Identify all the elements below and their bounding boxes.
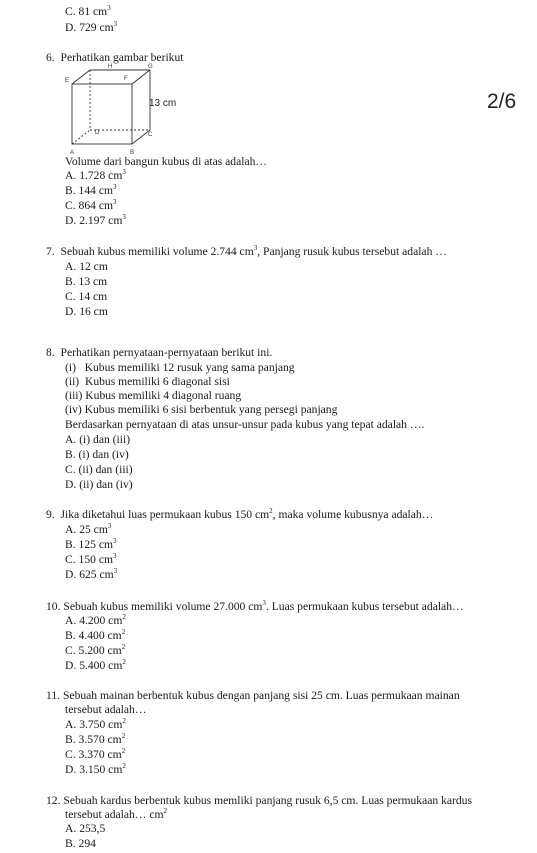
q8-statement-iii: (iii) Kubus memiliki 4 diagonal ruang	[65, 389, 242, 402]
q11-stem-line2: tersebut adalah…	[65, 703, 147, 716]
q11-option-d: D. 3.150 $cm^2$	[65, 762, 126, 776]
cube-figure	[60, 62, 190, 157]
q8-option-a: A. (i) dan (iii)	[65, 433, 131, 446]
vertex-label-h: H	[108, 64, 113, 70]
q8-option-c: C. (ii) dan (iii)	[65, 463, 133, 476]
q9-option-d: D. 625 $cm^3$	[65, 567, 118, 581]
q10-option-c: C. 5.200 $cm^2$	[65, 643, 126, 657]
q8-option-d: D. (ii) dan (iv)	[65, 478, 133, 491]
q10-option-b: B. 4.400 $cm^2$	[65, 628, 126, 642]
cube-dimension-label: 13 cm	[149, 98, 177, 109]
q6-option-d: D. 2.197 $cm^3$	[65, 213, 126, 227]
q7-stem: 7. Sebuah kubus memiliki volume 2.744 $cm^3$, Panjang rusuk kubus tersebut adalah …	[46, 244, 447, 258]
vertex-label-d: D	[95, 130, 100, 136]
vertex-label-g: G	[148, 64, 153, 70]
q6-option-a: A. 1.728 $cm^3$	[65, 168, 126, 182]
q6-stem: 6. Perhatikan gambar berikut	[46, 51, 184, 64]
q11-option-b: B. 3.570 $cm^2$	[65, 732, 126, 746]
q5-option-d: D. 729 $cm^3$	[65, 20, 118, 34]
q8-stem: 8. Perhatikan pernyataan-pernyataan berikut ini.	[46, 346, 273, 359]
q9-option-c: C. 150 $cm^3$	[65, 552, 117, 566]
q9-option-b: B. 125 $cm^3$	[65, 537, 117, 551]
q7-option-c: C. 14 cm	[65, 290, 108, 303]
q5-option-c: C. 81 $cm^3$	[65, 4, 111, 18]
q8-option-b: B. (i) dan (iv)	[65, 448, 129, 461]
q8-statement-ii: (ii) Kubus memiliki 6 diagonal sisi	[65, 375, 230, 388]
q7-option-d: D. 16 cm	[65, 305, 108, 318]
vertex-label-a: A	[70, 150, 75, 156]
q8-statement-iv: (iv) Kubus memiliki 6 sisi berbentuk yang persegi panjang	[65, 403, 338, 416]
q7-option-b: B. 13 cm	[65, 275, 108, 288]
q6-option-b: B. 144 $cm^3$	[65, 183, 117, 197]
q9-stem: 9. Jika diketahui luas permukaan kubus 150 $cm^2$, maka volume kubusnya adalah…	[46, 507, 434, 521]
vertex-label-c: C	[148, 132, 153, 138]
q11-stem-line1: 11. Sebuah mainan berbentuk kubus dengan panjang sisi 25 cm. Luas permukaan mainan	[46, 689, 460, 702]
q12-option-b: B. 294	[65, 837, 96, 850]
vertex-label-f: F	[124, 76, 128, 82]
q8-question: Berdasarkan pernyataan di atas unsur-unsur pada kubus yang tepat adalah ….	[65, 418, 425, 431]
q12-stem-line2: tersebut adalah… $cm^2$	[65, 807, 168, 821]
q11-option-a: A. 3.750 $cm^2$	[65, 717, 126, 731]
q12-option-a: A. 253,5	[65, 822, 106, 835]
q10-option-a: A. 4.200 $cm^2$	[65, 613, 126, 627]
q8-statement-i: (i) Kubus memiliki 12 rusuk yang sama panjang	[65, 361, 295, 374]
q7-option-a: A. 12 cm	[65, 260, 108, 273]
q9-option-a: A. 25 $cm^3$	[65, 522, 112, 536]
vertex-label-e: E	[65, 78, 70, 84]
page-indicator: 2/6	[487, 90, 517, 113]
vertex-label-b: B	[130, 150, 135, 156]
q10-stem: 10. Sebuah kubus memiliki volume 27.000 $cm^3$. Luas permukaan kubus tersebut adalah…	[46, 599, 464, 613]
q12-stem-line1: 12. Sebuah kardus berbentuk kubus memliki panjang rusuk 6,5 cm. Luas permukaan kardus	[46, 794, 472, 807]
q6-option-c: C. 864 $cm^3$	[65, 198, 117, 212]
q10-option-d: D. 5.400 $cm^2$	[65, 658, 126, 672]
q11-option-c: C. 3.370 $cm^2$	[65, 747, 126, 761]
q6-question: Volume dari bangun kubus di atas adalah…	[65, 155, 267, 168]
